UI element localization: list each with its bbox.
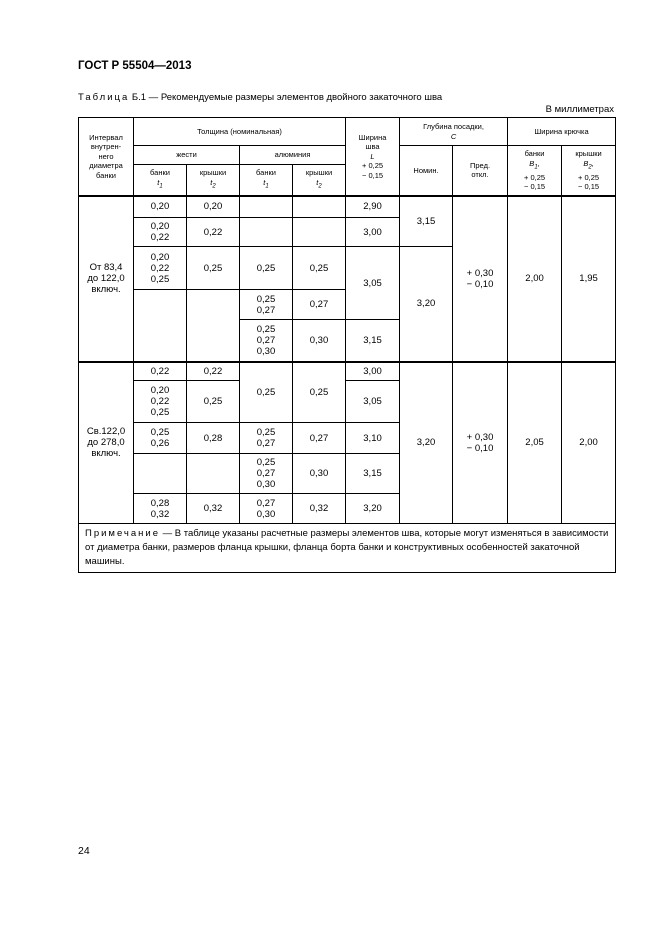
header-alu-lid: крышки $t_2$ xyxy=(293,165,346,196)
table-cell: 2,90 xyxy=(346,196,400,218)
header-seam-width: Ширина шва L + 0,25 − 0,15 xyxy=(346,118,400,196)
table-cell: 0,25 xyxy=(293,362,346,423)
table-cell: 3,05 xyxy=(346,247,400,320)
header-thickness: Толщина (номинальная) xyxy=(134,118,346,146)
table-cell: 0,22 xyxy=(134,362,187,381)
header-aluminium: алюминия xyxy=(240,146,346,165)
table-cell: 3,20 xyxy=(400,247,453,362)
caption-label: Таблица xyxy=(78,92,130,103)
table-cell: 0,25 0,27 xyxy=(240,290,293,320)
table-cell: 0,25 0,27 0,30 xyxy=(240,454,293,494)
unit-label: В миллиметрах xyxy=(545,104,614,115)
table-cell: 0,25 xyxy=(240,247,293,290)
table-cell: 0,27 xyxy=(293,290,346,320)
table-cell: 3,10 xyxy=(346,423,400,454)
group1-diameter: От 83,4 до 122,0 включ. xyxy=(79,196,134,362)
table-caption xyxy=(78,92,442,103)
header-limit-deviation: Пред. откл. xyxy=(453,146,508,196)
table-cell: 3,15 xyxy=(346,320,400,362)
table-cell: 0,20 xyxy=(187,196,240,218)
page-number: 24 xyxy=(78,845,90,857)
header-hook-can: банки $B_1$, + 0,25 − 0,15 xyxy=(508,146,562,196)
note-label: Примечание xyxy=(85,528,160,539)
table-cell: 0,32 xyxy=(187,494,240,524)
table-cell-empty xyxy=(293,196,346,218)
table-cell: 0,25 0,27 xyxy=(240,423,293,454)
table-cell: 0,22 xyxy=(187,362,240,381)
table-cell: 0,20 xyxy=(134,196,187,218)
table-cell-empty xyxy=(293,218,346,247)
document-header: ГОСТ Р 55504—2013 xyxy=(78,60,192,72)
table-cell: 2,00 xyxy=(562,362,616,524)
header-hook-lid: крышки $B_2$, + 0,25 − 0,15 xyxy=(562,146,616,196)
table-cell: 0,25 xyxy=(293,247,346,290)
header-tin: жести xyxy=(134,146,240,165)
table-cell: 0,25 xyxy=(240,362,293,423)
table-cell: 3,20 xyxy=(400,362,453,524)
table-cell: 0,30 xyxy=(293,320,346,362)
table-cell: 0,20 0,22 xyxy=(134,218,187,247)
table-cell: 0,22 xyxy=(187,218,240,247)
table-cell: 0,20 0,22 0,25 xyxy=(134,381,187,423)
table-cell-empty xyxy=(187,290,240,362)
table-cell: 0,28 0,32 xyxy=(134,494,187,524)
table-cell: 2,05 xyxy=(508,362,562,524)
table-cell: 3,15 xyxy=(400,196,453,247)
table-cell: 3,20 xyxy=(346,494,400,524)
seam-dimensions-table xyxy=(78,117,616,573)
header-tin-lid: крышки $t_2$ xyxy=(187,165,240,196)
table-cell: 0,25 xyxy=(187,247,240,290)
table-cell: 0,25 0,26 xyxy=(134,423,187,454)
table-cell: 1,95 xyxy=(562,196,616,362)
table-cell: 0,28 xyxy=(187,423,240,454)
table-cell-empty xyxy=(134,454,187,494)
table-note xyxy=(79,524,616,573)
table-cell: 0,25 xyxy=(187,381,240,423)
table-cell: 0,27 0,30 xyxy=(240,494,293,524)
table-cell: 2,00 xyxy=(508,196,562,362)
header-hook-width: Ширина крючка xyxy=(508,118,616,146)
table-cell-empty xyxy=(240,218,293,247)
header-interval: Интервал внутрен- него диаметра банки xyxy=(79,118,134,196)
group2-diameter: Св.122,0 до 278,0 включ. xyxy=(79,362,134,524)
table-cell: 0,27 xyxy=(293,423,346,454)
table-cell: 3,00 xyxy=(346,218,400,247)
table-cell: 0,32 xyxy=(293,494,346,524)
table-cell: + 0,30 − 0,10 xyxy=(453,362,508,524)
table-cell: 3,15 xyxy=(346,454,400,494)
table-cell: 0,25 0,27 0,30 xyxy=(240,320,293,362)
table-cell: 3,05 xyxy=(346,381,400,423)
table-cell: 0,20 0,22 0,25 xyxy=(134,247,187,290)
header-depth: Глубина посадки, С xyxy=(400,118,508,146)
header-alu-can: банки $t_1$ xyxy=(240,165,293,196)
header-nominal: Номин. xyxy=(400,146,453,196)
header-tin-can: банки $t_1$ xyxy=(134,165,187,196)
note-text: — В таблице указаны расчетные размеры элементов шва, которые могут изменяться в зависимости от диаметра банки, размеров фланца крышки, фланца борта банки и конструктивных особенностей закаточной машины. xyxy=(85,528,609,567)
table-cell: + 0,30 − 0,10 xyxy=(453,196,508,362)
caption-text: Б.1 — Рекомендуемые размеры элементов двойного закаточного шва xyxy=(131,92,443,103)
table-cell-empty xyxy=(187,454,240,494)
table-cell: 3,00 xyxy=(346,362,400,381)
table-cell-empty xyxy=(240,196,293,218)
table-cell: 0,30 xyxy=(293,454,346,494)
table-cell-empty xyxy=(134,290,187,362)
